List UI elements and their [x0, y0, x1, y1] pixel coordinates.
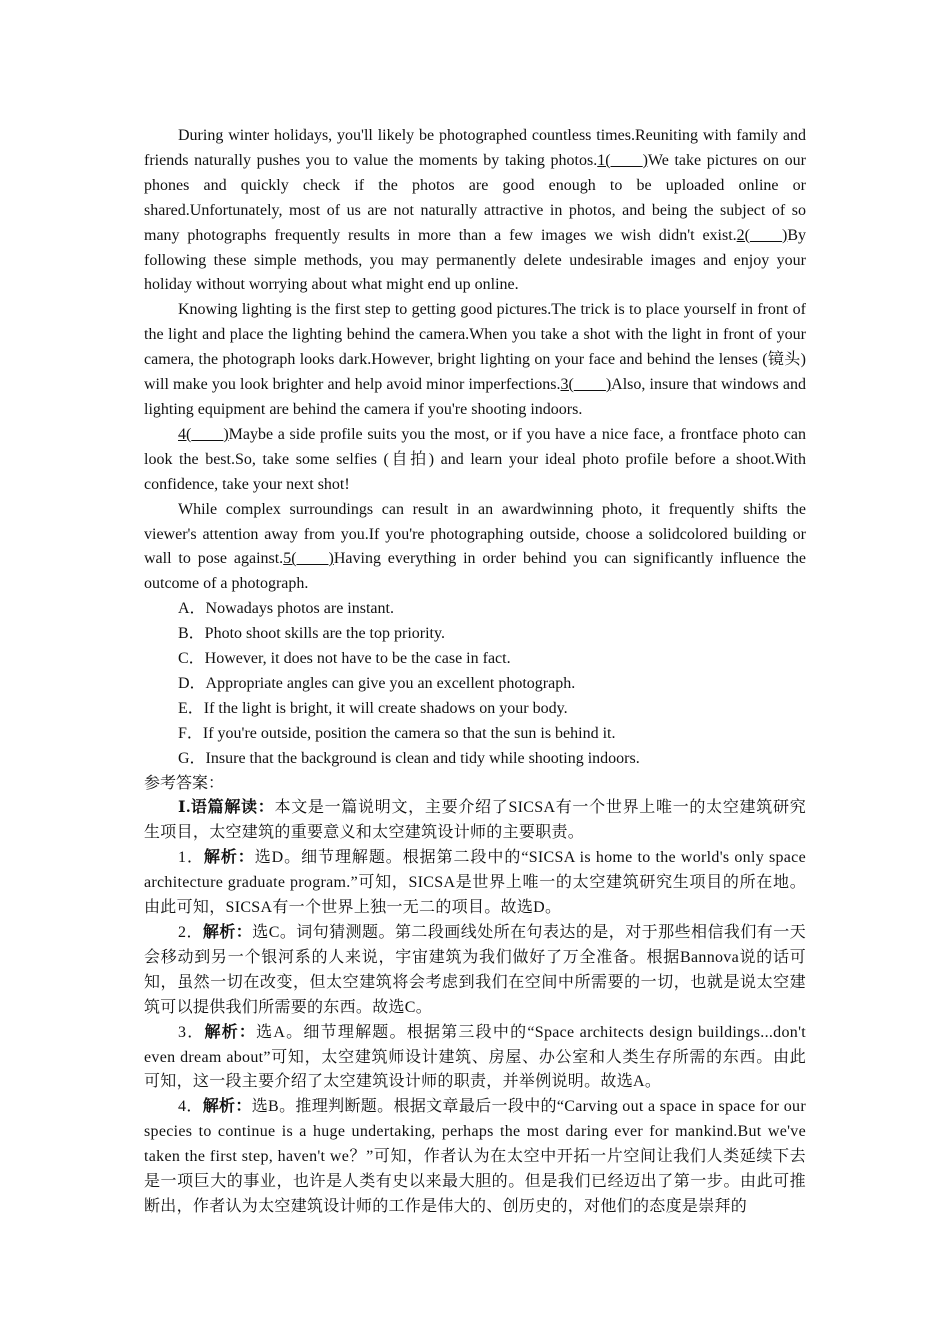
text-run: During winter holidays, you'll likely be photographed countless times.Reuniting with family and friends naturally pushes you to value the moments by taking photos.	[144, 127, 806, 169]
option-f: F．If you're outside, position the camera so that the sun is behind it.	[178, 724, 616, 742]
answer-number: 1．	[178, 849, 204, 867]
text-run: By following these simple methods, you may permanently delete undesirable images and enjoy your holiday without worrying about what might end up online.	[144, 226, 806, 294]
passage-paragraph-1	[144, 124, 806, 298]
option-e: E．If the light is bright, it will create shadows on your body.	[178, 699, 568, 717]
answer-text: 选B。推理判断题。根据文章最后一段中的“Carving out a space in space for our species to continue is a huge undertaking, perhaps the most daring ever for mankind.But we've taken the first step, haven't we？”可知，作者认为在太空中开拓一片空间让我们人类延续下去是一项巨大的事业，也许是人类有史以来最大胆的。但是我们已经迈出了第一步。由此可推断出，作者认为太空建筑设计师的工作是伟大的、创历史的，对他们的态度是崇拜的	[144, 1098, 806, 1215]
answer-label: 解析：	[202, 924, 253, 941]
text-run: While complex surroundings can result in an awardwinning photo, it frequently shifts the viewer's attention away from you.If you're photographing outside, choose a solidcolored building or wall to pose against.	[144, 500, 806, 568]
passage-paragraph-3	[144, 423, 806, 498]
answer-label: 解析：	[203, 849, 255, 867]
answer-text: 选A。细节理解题。根据第三段中的“Space architects design buildings...don't even dream about”可知，太空建筑师设计建筑、房屋、办公室和人类生存所需的东西。由此可知，这一段主要介绍了太空建筑设计师的职责，并举例说明。故选A。	[144, 1023, 806, 1091]
text-run: Also, insure that windows and lighting equipment are behind the camera if you're shooting indoors.	[144, 376, 807, 418]
blank-3: 3(____)	[560, 376, 612, 394]
option-b: B．Photo shoot skills are the top priority.	[178, 625, 445, 643]
answer-label: 解析：	[202, 1098, 252, 1116]
answer-intro	[144, 796, 806, 846]
text-run: Maybe a side profile suits you the most, or if you have a nice face, a frontface photo can look the best.So, take some selfies (自拍) and learn your ideal photo profile before a shoot.With confidence, take your next shot!	[144, 425, 806, 493]
blank-1: 1(____)	[597, 151, 648, 169]
option-a: A．Nowadays photos are instant.	[178, 600, 394, 618]
blank-4: 4(____)	[178, 425, 229, 443]
answer-text: 选C。词句猜测题。第二段画线处所在句表达的是，对于那些相信我们有一天会移动到另一个银河系的人来说，宇宙建筑为我们做好了万全准备。根据Bannova说的话可知，虽然一切在改变，但太空建筑将会考虑到我们在空间中所需要的一切，也就是说太空建筑可以提供我们所需要的东西。故选C。	[144, 924, 806, 1016]
answer-label: 解析：	[204, 1023, 257, 1041]
text-run: Knowing lighting is the first step to getting good pictures.The trick is to place yourself in front of the light and place the lighting behind the camera.When you take a shot with the light in front of your camera, the photograph looks dark.However, bright lighting on your face and behind the lenses (镜头) will make you look brighter and help avoid minor imperfections.	[144, 301, 806, 394]
answer-text: 选D。细节理解题。根据第二段中的“SICSA is home to the world's only space architecture graduate program.”可知，SICSA是世界上唯一的太空建筑研究生项目的所在地。由此可知，SICSA有一个世界上独一无二的项目。故选D。	[144, 849, 806, 917]
answer-item-2	[144, 921, 806, 1021]
intro-text: 本文是一篇说明文，主要介绍了SICSA有一个世界上唯一的太空建筑研究生项目，太空建筑的重要意义和太空建筑设计师的主要职责。	[144, 799, 806, 842]
text-run: Having everything in order behind you can significantly influence the outcome of a photograph.	[144, 550, 807, 593]
passage-paragraph-2	[144, 298, 806, 423]
answer-number: 3．	[178, 1023, 205, 1041]
intro-label: Ⅰ.语篇解读：	[178, 799, 275, 817]
option-c: C．However, it does not have to be the case in fact.	[178, 650, 511, 668]
blank-5: 5(____)	[283, 550, 334, 568]
text-run: We take pictures on our phones and quickly check if the photos are good enough to be uploaded online or shared.Unfortunately, most of us are not naturally attractive in photos, and being the subject of so many photographs frequently results in more than a few images we wish didn't exist.	[144, 151, 806, 244]
answers-heading: 参考答案：	[144, 774, 225, 792]
blank-2: 2(____)	[736, 226, 788, 244]
option-g: G．Insure that the background is clean and tidy while shooting indoors.	[178, 749, 640, 767]
answer-item-1	[144, 846, 806, 921]
passage-paragraph-4	[144, 498, 806, 598]
answer-number: 4．	[178, 1098, 203, 1116]
answer-item-4	[144, 1095, 806, 1220]
answer-number: 2．	[178, 924, 203, 941]
option-d: D．Appropriate angles can give you an excellent photograph.	[178, 674, 576, 692]
answer-item-3	[144, 1021, 806, 1096]
